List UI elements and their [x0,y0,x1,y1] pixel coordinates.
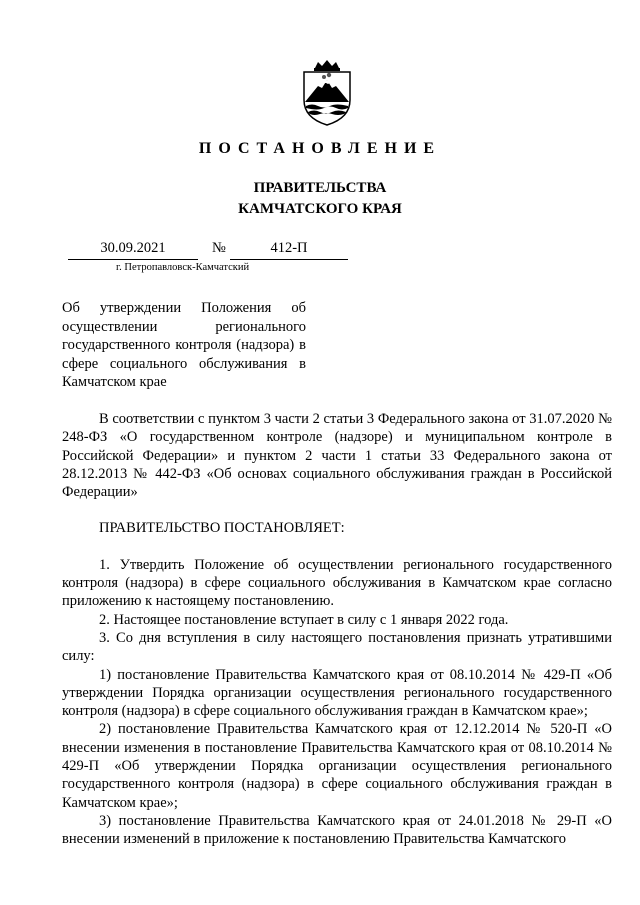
paragraph-2: 2. Настоящее постановление вступает в силу с 1 января 2022 года. [99,611,509,628]
issuing-authority [0,178,640,220]
preamble-paragraph: В соответствии с пунктом 3 части 2 статьи 3 Федерального закона от 31.07.2020 № 248-ФЗ «О государственном контроле (надзоре) и муниципальном контроле в Российской Федерации» и пунктом 2 части 1 статьи 33 Федерального закона от 28.12.2013 № 442-ФЗ «Об основах социального обслуживания граждан в Российской Федерации» [62,411,612,501]
document-city: г. Петропавловск-Камчатский [116,262,250,273]
document-date: 30.09.2021 [68,240,198,260]
kamchatka-coat-of-arms-icon [298,60,356,126]
document-subject: Об утверждении Положения об осуществлении регионального государственного контроля (надзора) в сфере социального обслуживания в Камчатском крае [62,300,306,390]
decree-heading: ПРАВИТЕЛЬСТВО ПОСТАНОВЛЯЕТ: [99,520,345,537]
paragraph-3-item-3: 3) постановление Правительства Камчатского края от 24.01.2018 № 29-П «О внесении изменений в приложение к постановлению Правительства Камчатского [62,812,612,848]
authority-line-2: КАМЧАТСКОГО КРАЯ [238,201,402,217]
paragraph-3: 3. Со дня вступления в силу настоящего постановления признать утратившими силу: [62,629,612,665]
paragraph-3-item-1: 1) постановление Правительства Камчатского края от 08.10.2014 № 429-П «Об утверждении Порядка организации осуществления регионального государственного контроля (надзора) в сфере социального обслуживания граждан в Камчатском крае»; [62,666,612,720]
document-body [62,410,612,849]
document-title: ПОСТАНОВЛЕНИЕ [198,140,442,157]
paragraph-1: 1. Утвердить Положение об осуществлении регионального государственного контроля (надзора) в сфере социального обслуживания в Камчатском крае согласно приложению к настоящему постановлению. [62,556,612,610]
number-sign: № [212,240,226,256]
authority-line-1: ПРАВИТЕЛЬСТВА [253,180,387,196]
paragraph-3-item-2: 2) постановление Правительства Камчатского края от 12.12.2014 № 520-П «О внесении изменения в постановление Правительства Камчатского края от 08.10.2014 № 429-П «Об утверждении Порядка организации осуществления регионального государственного контроля (надзора) в сфере социального обслуживания граждан в Камчатском крае»; [62,721,612,811]
document-number: 412-П [230,240,348,260]
